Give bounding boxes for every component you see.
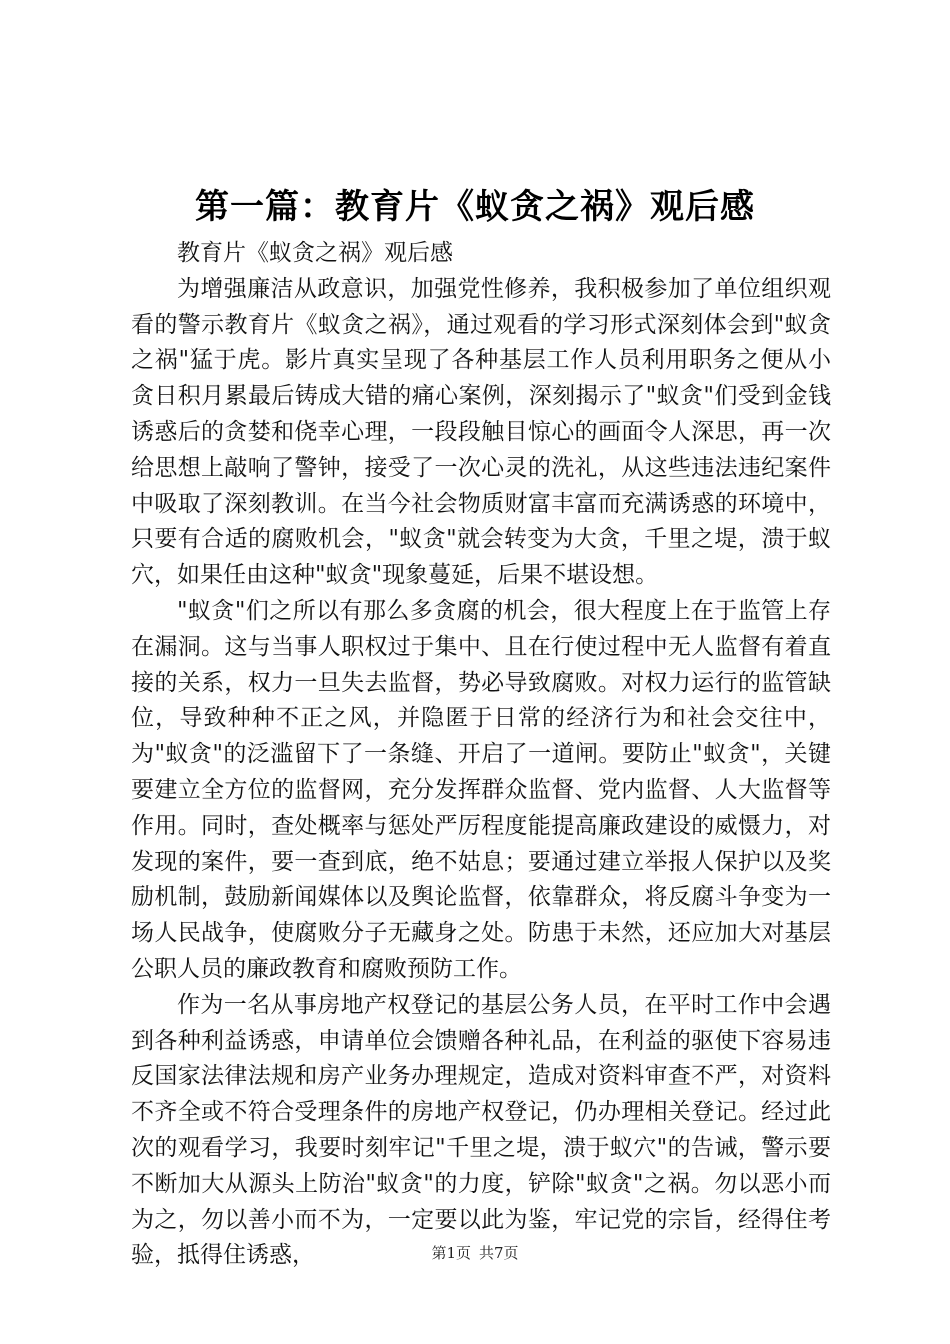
page-footer — [0, 1242, 950, 1263]
paragraph-1: 为增强廉洁从政意识，加强党性修养，我积极参加了单位组织观看的警示教育片《蚁贪之祸》，通过观看的学习形式深刻体会到"蚁贪之祸"猛于虎。影片真实呈现了各种基层工作人员利用职务之便从小贪日积月累最后铸成大错的痛心案例，深刻揭示了"蚁贪"们受到金钱诱惑后的贪婪和侥幸心理，一段段触目惊心的画面令人深思，再一次给思想上敲响了警钟，接受了一次心灵的洗礼，从这些违法违纪案件中吸取了深刻教训。在当今社会物质财富丰富而充满诱惑的环境中，只要有合适的腐败机会，"蚁贪"就会转变为大贪，千里之堤，溃于蚁穴，如果任由这种"蚁贪"现象蔓延，后果不堪设想。 — [131, 275, 831, 589]
document-body — [131, 236, 831, 1274]
paragraph-2: "蚁贪"们之所以有那么多贪腐的机会，很大程度上在于监管上存在漏洞。这与当事人职权过于集中、且在行使过程中无人监督有着直接的关系，权力一旦失去监督，势必导致腐败。对权力运行的监管缺位，导致种种不正之风，并隐匿于日常的经济行为和社会交往中，为"蚁贪"的泛滥留下了一条缝、开启了一道闸。要防止"蚁贪"，关键要建立全方位的监督网，充分发挥群众监督、党内监督、人大监督等作用。同时，查处概率与惩处严厉程度能提高廉政建设的威慑力，对发现的案件，要一查到底，绝不姑息；要通过建立举报人保护以及奖励机制，鼓励新闻媒体以及舆论监督，依靠群众，将反腐斗争变为一场人民战争，使腐败分子无藏身之处。防患于未然，还应加大对基层公职人员的廉政教育和腐败预防工作。 — [131, 597, 831, 982]
page-number: 第1页 — [431, 1244, 471, 1262]
paragraph-3: 作为一名从事房地产权登记的基层公务人员，在平时工作中会遇到各种利益诱惑，申请单位会馈赠各种礼品，在利益的驱使下容易违反国家法律法规和房产业务办理规定，造成对资料审查不严，对资料不齐全或不符合受理条件的房地产权登记，仍办理相关登记。经过此次的观看学习，我要时刻牢记"千里之堤，溃于蚁穴"的告诫，警示要不断加大从源头上防治"蚁贪"的力度，铲除"蚁贪"之祸。勿以恶小而为之，勿以善小而不为，一定要以此为鉴，牢记党的宗旨，经得住考验，抵得住诱惑， — [131, 991, 831, 1269]
subtitle: 教育片《蚁贪之祸》观后感 — [177, 240, 453, 266]
page-total: 共7页 — [479, 1244, 519, 1262]
page-title: 第一篇：教育片《蚁贪之祸》观后感 — [195, 187, 755, 227]
